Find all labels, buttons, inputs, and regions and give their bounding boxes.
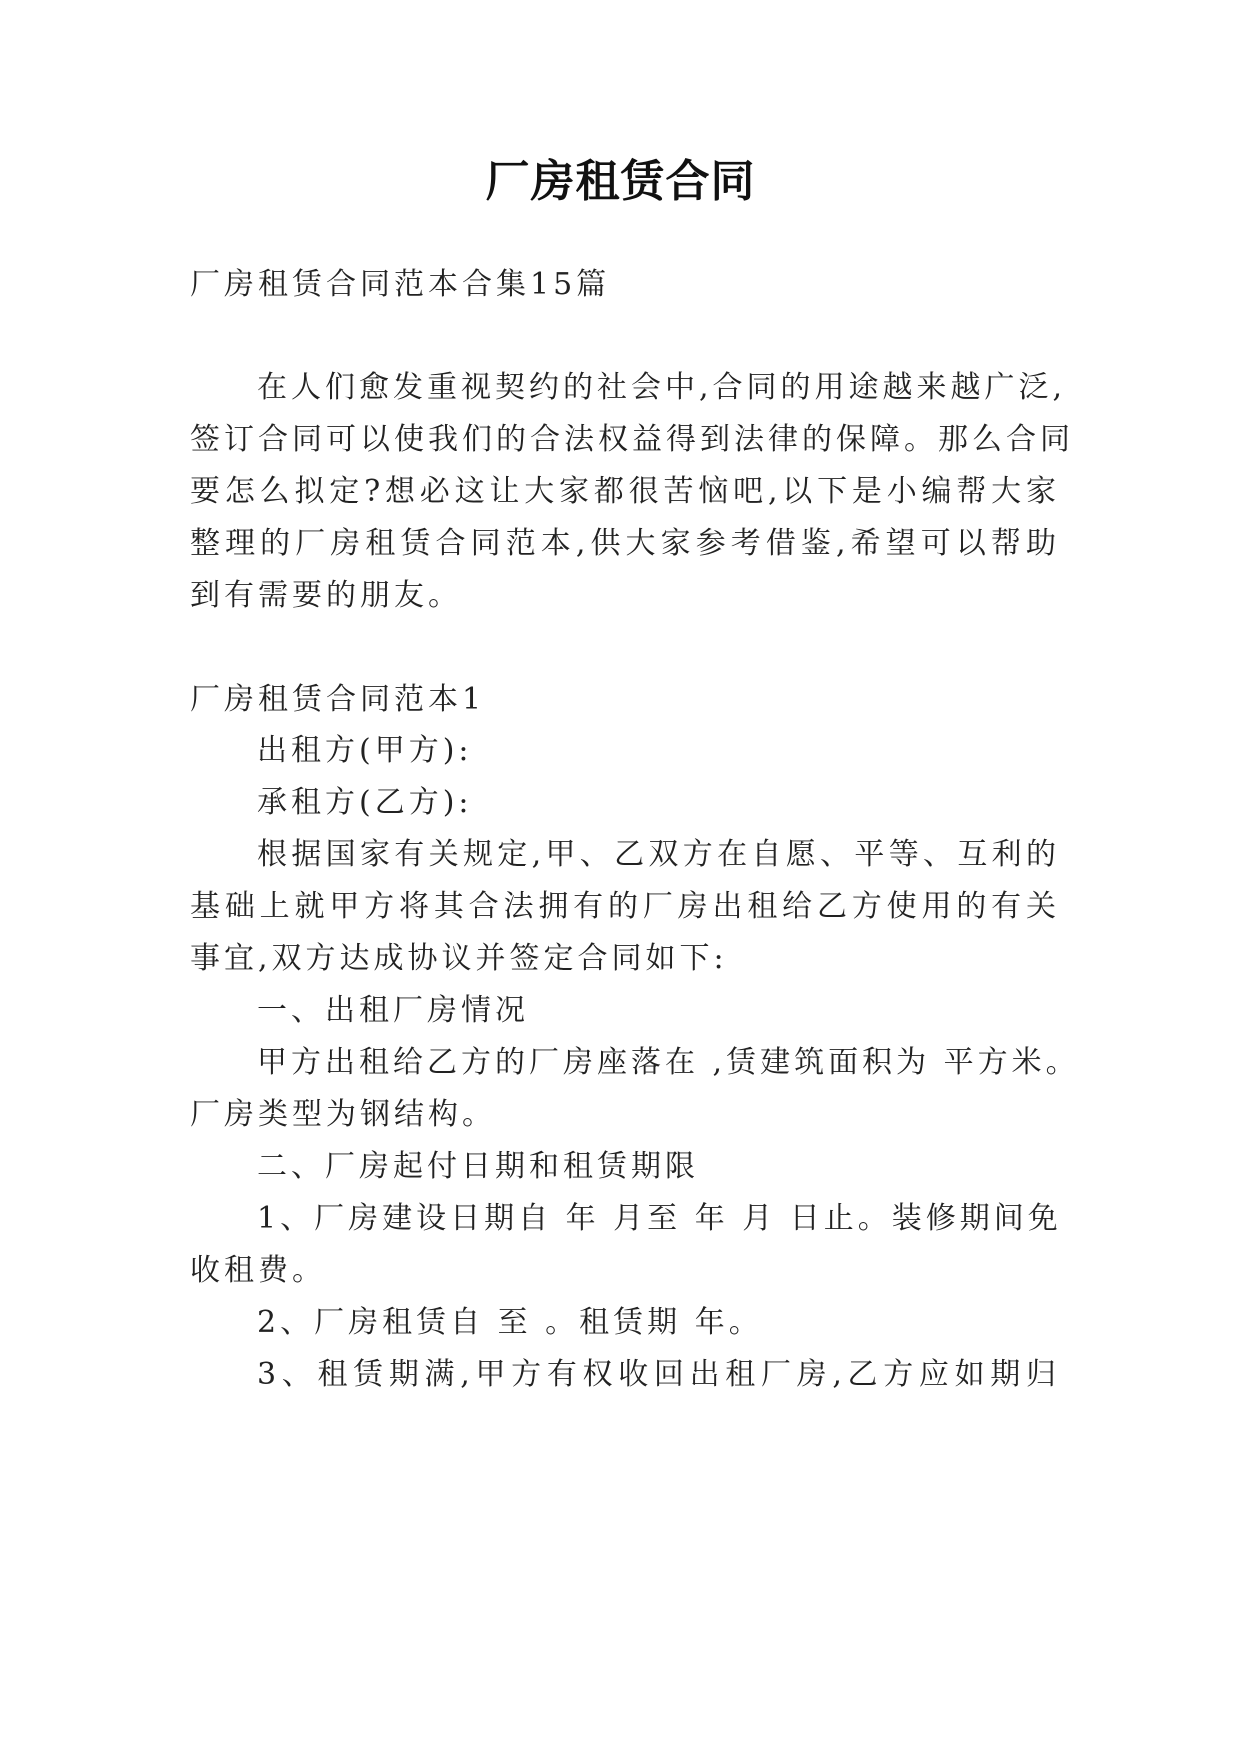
- lessor-label: 出租方(甲方):: [257, 733, 473, 768]
- item-1-line-1: 1、厂房建设日期自 年 月至 年 月 日止。装修期间免: [257, 1201, 1062, 1236]
- preamble-line-3: 事宜,双方达成协议并签定合同如下:: [190, 941, 728, 976]
- item-1-line-2: 收租费。: [190, 1253, 326, 1288]
- preamble-line-1: 根据国家有关规定,甲、乙双方在自愿、平等、互利的: [257, 837, 1060, 872]
- section-title: 厂房租赁合同范本1: [190, 682, 486, 717]
- clause-1-line-1: 甲方出租给乙方的厂房座落在 ,赁建筑面积为 平方米。: [257, 1045, 1080, 1080]
- heading-1: 一、出租厂房情况: [257, 993, 529, 1028]
- intro-line-4: 整理的厂房租赁合同范本,供大家参考借鉴,希望可以帮助: [190, 526, 1060, 561]
- document-title: 厂房租赁合同: [485, 156, 756, 207]
- intro-line-3: 要怎么拟定?想必这让大家都很苦恼吧,以下是小编帮大家: [190, 474, 1060, 509]
- lessee-label: 承租方(乙方):: [257, 785, 473, 820]
- item-3: 3、租赁期满,甲方有权收回出租厂房,乙方应如期归: [257, 1357, 1060, 1392]
- intro-line-1: 在人们愈发重视契约的社会中,合同的用途越来越广泛,: [257, 370, 1067, 405]
- heading-2: 二、厂房起付日期和租赁期限: [257, 1149, 699, 1184]
- document-subtitle: 厂房租赁合同范本合集15篇: [190, 267, 611, 302]
- item-2: 2、厂房租赁自 至 。租赁期 年。: [257, 1305, 763, 1340]
- intro-line-5: 到有需要的朋友。: [190, 578, 462, 613]
- intro-line-2: 签订合同可以使我们的合法权益得到法律的保障。那么合同: [190, 422, 1074, 457]
- clause-1-line-2: 厂房类型为钢结构。: [190, 1097, 496, 1132]
- preamble-line-2: 基础上就甲方将其合法拥有的厂房出租给乙方使用的有关: [190, 889, 1060, 924]
